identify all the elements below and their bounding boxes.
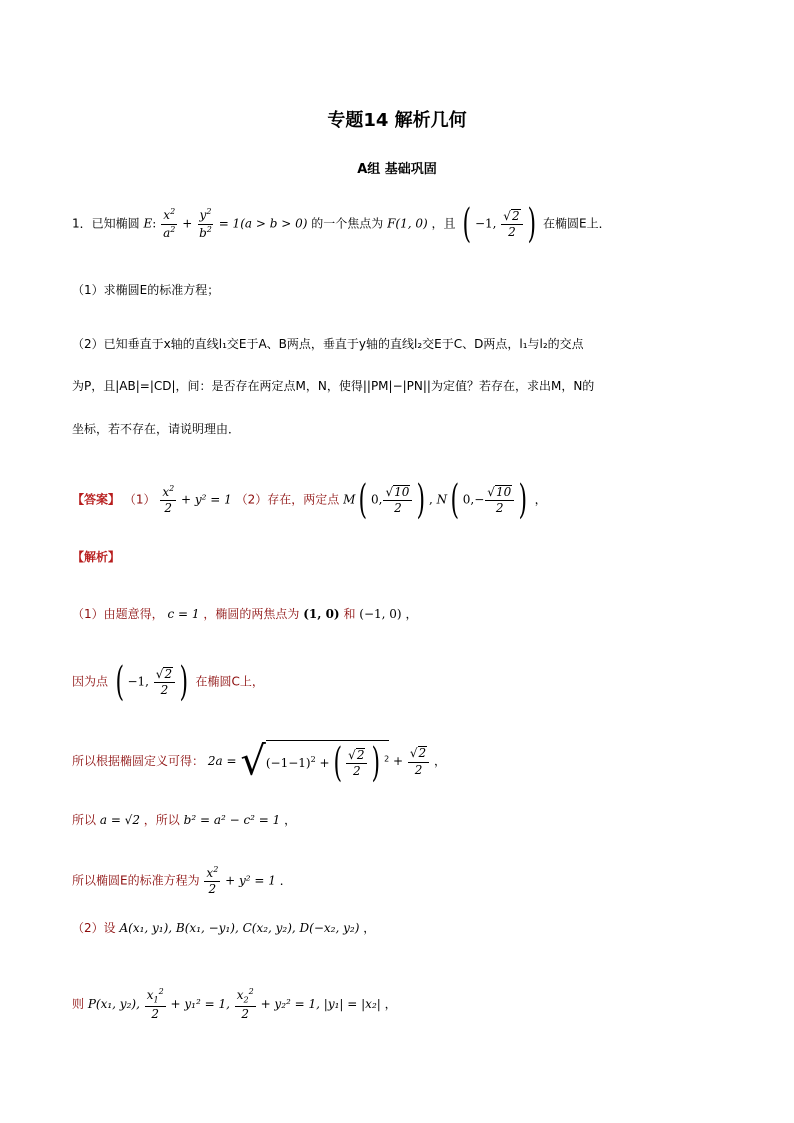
- q1-part2-line2: 为P，且|AB|=|CD|，间：是否存在两定点M，N，使得||PM|−|PN||为定值？若存在，求出M，N的: [72, 379, 595, 393]
- fraction-sqrt10-2-neg: $\frac{√10}{2}$: [485, 485, 514, 515]
- answer-part1-label: （1）: [123, 492, 156, 507]
- point-m: M: [343, 492, 356, 507]
- s7-eq3: + y₂² = 1, |y₁| = |x₂|: [260, 997, 381, 1012]
- answer-line: 【答案】 （1） $\frac{x^2}{2}$ + y² = 1 （2）存在，两定点 M( 0, $\frac{√10}{2}$ ) , N( 0,− $\frac{√10}{2}$ ) ，: [72, 477, 547, 523]
- solution-line-1: [72, 608, 417, 620]
- s4-a: 所以: [72, 813, 97, 827]
- fraction-sqrt10-2: $\frac{√10}{2}$: [383, 485, 412, 515]
- s3-end: ，: [434, 754, 447, 768]
- s6-eq: A(x₁, y₁), B(x₁, −y₁), C(x₂, y₂), D(−x₂, y₂): [119, 921, 360, 935]
- q1-mid: 的一个焦点为: [311, 216, 384, 231]
- s5-end: ．: [279, 873, 292, 888]
- point-n: N: [436, 492, 448, 507]
- s3-eq: 2a =: [207, 754, 237, 768]
- s7-eq2: + y₁² = 1,: [170, 997, 230, 1012]
- s1-he: 和: [343, 607, 356, 621]
- s1-f1: (1, 0): [303, 607, 340, 621]
- s1-end: ，: [405, 607, 418, 621]
- analysis-label: 【解析】: [72, 550, 121, 564]
- s1-f2: (−1, 0): [359, 607, 402, 621]
- sqrt-expression: $(-1-1)^2$ +( $\frac{√2}{2}$ ) $^2$: [265, 740, 390, 786]
- solution-line-5: [72, 866, 292, 896]
- s1-a: （1）由题意得，: [72, 607, 164, 621]
- s4-eq2: b² = a² − c² = 1: [183, 813, 281, 827]
- solution-line-2: 因为点 ( −1, $\frac{√2}{2}$ ) 在椭圆C上，: [72, 659, 264, 705]
- answer-label: 【答案】: [72, 492, 121, 507]
- s3-a: 所以根据椭圆定义可得：: [72, 754, 205, 768]
- solution-line-4: [72, 814, 296, 826]
- s5-a: 所以椭圆E的标准方程为: [72, 873, 200, 888]
- point-coord: −1,: [474, 216, 497, 231]
- fraction-sqrt2-2-b: $\frac{√2}{2}$: [154, 667, 175, 697]
- solution-line-3: 所以根据椭圆定义可得： $2a = √(-1-1)^2$ +( $\frac{√2}{2}$ ) $^2$ + $\frac{√2}{2}$ ，: [72, 738, 447, 786]
- fraction-sqrt2-2: $\frac{√2}{2}$: [501, 209, 522, 239]
- fraction-y2-b2: $\frac{y^2}{b^2}$: [199, 207, 212, 240]
- q1-prefix: 1．已知椭圆: [72, 216, 140, 231]
- s6-end: ，: [363, 921, 376, 935]
- s4-eq1: a = √2: [99, 813, 140, 827]
- s2-a: 因为点: [72, 674, 109, 689]
- s1-c: c = 1: [167, 607, 200, 621]
- ellipse-condition: = 1(a > b > 0): [218, 216, 308, 231]
- page-title: 专题14 解析几何: [327, 110, 467, 131]
- section-heading: A组 基础巩固: [357, 162, 437, 177]
- q1-part2-line1: （2）已知垂直于x轴的直线l₁交E于A、B两点，垂直于y轴的直线l₂交E于C、D两点，l₁与l₂的交点: [72, 337, 584, 351]
- fraction-x2-2: $\frac{x^2}{2}$: [162, 483, 175, 515]
- fraction-sqrt2-2-c: $\frac{√2}{2}$: [408, 746, 429, 776]
- answer-tail: ，: [534, 492, 547, 507]
- s6-a: （2）设: [72, 921, 116, 935]
- s7-end: ，: [384, 997, 397, 1012]
- q1-suffix: 在椭圆E上．: [543, 216, 611, 231]
- fraction-x1sq-2: $\frac{x_1^2}{2}$: [146, 987, 164, 1022]
- answer-equation: + y² = 1: [181, 492, 232, 507]
- question-1: 1．已知椭圆 E: $\frac{x^2}{a^2}$ + $\frac{y^2}{b^2}$ = 1(a > b > 0) 的一个焦点为 F(1, 0) ，且 ( −1, $\frac{√2}{2}$ ) 在椭圆E上．: [72, 201, 611, 247]
- fraction-x2-2-b: $\frac{x^2}{2}$: [206, 865, 219, 897]
- s4-end: ，: [284, 813, 297, 827]
- focus-point: F(1, 0): [387, 216, 428, 231]
- q1-part1: （1）求椭圆E的标准方程；: [72, 283, 220, 297]
- s1-b: ，椭圆的两焦点为: [203, 607, 300, 621]
- fraction-x2sq-2: $\frac{x_2^2}{2}$: [236, 987, 254, 1022]
- solution-line-7: [72, 988, 397, 1021]
- fraction-x2-a2: $\frac{x^2}{a^2}$: [163, 207, 176, 240]
- s7-a: 则: [72, 997, 85, 1012]
- solution-line-6: [72, 922, 375, 934]
- answer-part2-label: （2）存在，两定点: [235, 492, 340, 507]
- s5-eq: + y² = 1: [225, 873, 276, 888]
- s7-eq1: P(x₁, y₂),: [87, 997, 140, 1012]
- q1-part2-line3: 坐标，若不存在，请说明理由．: [72, 422, 241, 436]
- s2-b: 在椭圆C上，: [195, 674, 264, 689]
- s4-b: ，所以: [143, 813, 180, 827]
- q1-and: ，且: [431, 216, 456, 231]
